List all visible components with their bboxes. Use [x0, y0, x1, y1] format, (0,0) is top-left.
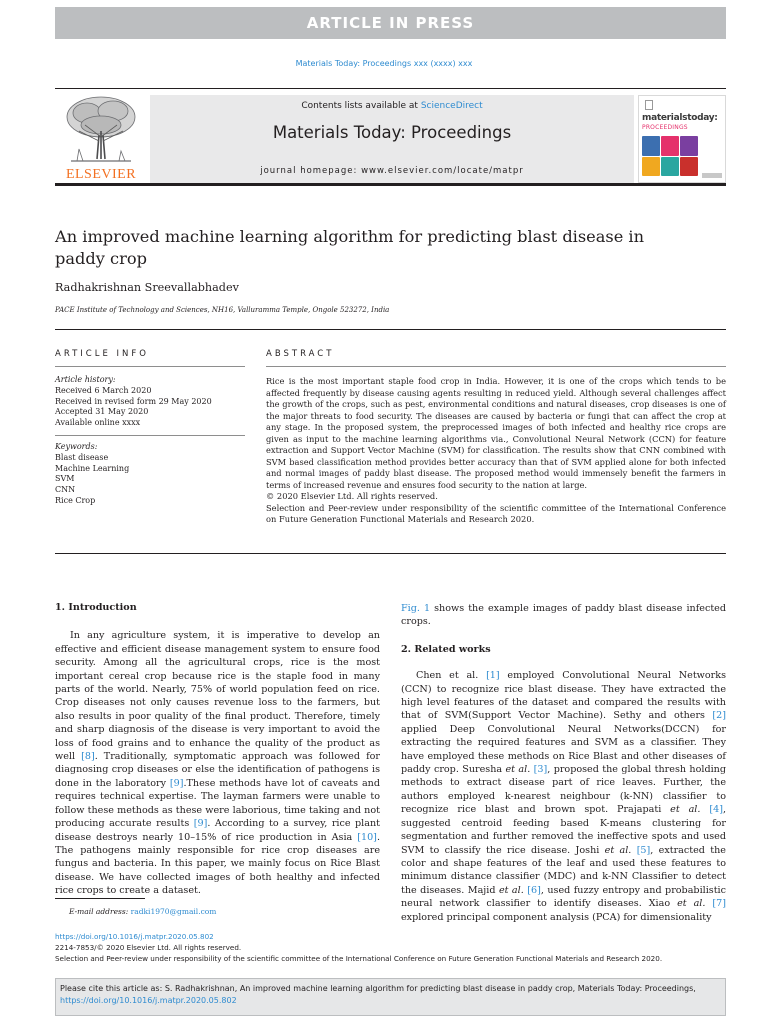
reference-link-8[interactable]: [8]: [81, 751, 95, 763]
abstract-review-note: Selection and Peer-review under responsibility of the scientific committee of the International Conference on Future Generation Functional Materials and Research 2020.: [266, 502, 726, 524]
elsevier-logo[interactable]: [55, 91, 147, 183]
abstract-heading: ABSTRACT: [266, 349, 335, 359]
reference-link-1[interactable]: [1]: [486, 670, 500, 682]
intro-text: . The pathogens mainly responsible for rice crop diseases are fungus and bacteria. In this paper, we mainly focus on Rice Blast disease. We have collected images of both healthy and infected rice crops to create a dataset.: [55, 831, 380, 897]
article-author[interactable]: Radhakrishnan Sreevallabhadev: [55, 281, 239, 294]
elsevier-wordmark: ELSEVIER: [65, 167, 137, 182]
cover-tile: [680, 136, 698, 156]
related-text: employed Convolutional Neural Networks (CCN) to recognize rice blast disease. They have extracted the high level features of the dataset and compared the results with that of SVM(Support Vector Machine). Sethy and others: [401, 670, 726, 722]
cover-title: materialstoday:: [642, 113, 718, 123]
cover-tile: [661, 157, 679, 177]
cite-text: Please cite this article as: S. Radhakrishnan, An improved machine learning algorithm for predicting blast disease in paddy crop, Materials Today: Proceedings,: [60, 984, 696, 993]
related-text: , proposed the global thresh holding methods to extract disease part of rice leaves. Further, the authors employed k-nearest neighbour (k-NN) classifier to recognize rice blast and brown spot. Prajapati: [401, 764, 726, 816]
cover-publisher-mark: [702, 173, 722, 178]
related-text: applied Deep Convolutional Neural Networks(DCCN) for extracting the required features and SVM as a classifier. They have employed these methods on Rice Blast and other diseases of paddy crop. Suresha: [401, 723, 726, 776]
abstract-rule: [266, 366, 726, 367]
keywords-label: Keywords:: [55, 441, 98, 451]
journal-cover-thumbnail[interactable]: [638, 95, 726, 183]
article-title: An improved machine learning algorithm for predicting blast disease in paddy crop: [55, 227, 645, 268]
abstract-copyright: © 2020 Elsevier Ltd. All rights reserved.: [266, 491, 438, 501]
related-text: Chen et al.: [416, 670, 487, 682]
keywords-rule: [55, 435, 245, 436]
cover-image-grid: [642, 136, 698, 176]
author-email-link[interactable]: radki1970@gmail.com: [130, 907, 217, 916]
contents-line: [150, 101, 634, 111]
article-info-heading: ARTICLE INFO: [55, 349, 149, 359]
intro-text: . According to a survey, rice plant disease destroys nearly 10–15% of rice production in Asia: [55, 818, 380, 843]
cite-this-article-box: [55, 978, 726, 1016]
intro-text: . Traditionally, symptomatic approach was followed for diagnosing crop diseases or else the identification of pathogens is done in the laboratory: [55, 751, 380, 789]
et-al: et al.: [677, 898, 706, 910]
intro-text: .These methods have lot of caveats and requires technical expertise. The layman farmers were unable to follow these methods as these were laborious, time taking and not producing accurate results: [55, 777, 380, 830]
introduction-heading: 1. Introduction: [55, 602, 137, 613]
journal-masthead: [150, 95, 634, 183]
footer-review-note: Selection and Peer-review under responsibility of the scientific committee of the International Conference on Future Generation Functional Materials and Research 2020.: [55, 954, 663, 963]
figure-text: shows the example images of paddy blast disease infected crops.: [401, 603, 726, 628]
related-works-paragraph: [401, 669, 726, 924]
history-label: Article history:: [55, 375, 116, 384]
keyword-item[interactable]: CNN: [55, 485, 76, 495]
reference-link-7[interactable]: [7]: [712, 898, 726, 910]
issn-copyright: 2214-7853/© 2020 Elsevier Ltd. All rights reserved.: [55, 943, 242, 952]
contents-prefix: Contents lists available at: [301, 101, 421, 111]
cover-tile: [680, 157, 698, 177]
figure-paragraph: [401, 602, 726, 629]
doi-link[interactable]: https://doi.org/10.1016/j.matpr.2020.05.802: [55, 932, 214, 941]
body-divider: [55, 553, 726, 554]
cite-doi-link[interactable]: https://doi.org/10.1016/j.matpr.2020.05.802: [60, 996, 237, 1005]
cover-tile: [642, 136, 660, 156]
cover-mark-icon: [645, 100, 653, 110]
history-online: Available online xxxx: [55, 418, 141, 428]
figure-link-1[interactable]: Fig. 1: [401, 603, 431, 614]
history-revised: Received in revised form 29 May 2020: [55, 396, 212, 406]
reference-link-9[interactable]: [9]: [193, 818, 208, 830]
et-al: et al.: [604, 844, 632, 856]
history-accepted: Accepted 31 May 2020: [55, 407, 149, 417]
related-text: , suggested centroid feeding based K-means clustering for segmentation and further removed the ineffective spots and used SVM to classify the rice disease. Joshi: [401, 804, 726, 856]
journal-header: [55, 88, 726, 186]
related-works-heading: 2. Related works: [401, 643, 491, 655]
reference-link-6[interactable]: [6]: [527, 884, 541, 896]
article-in-press-banner: ARTICLE IN PRESS: [55, 7, 726, 39]
cover-tile: [642, 157, 660, 177]
cover-tile: [661, 136, 679, 156]
related-text: , extracted the color and shape features of the leaf and used these features to minimum distance classifier (MDC) and k-NN Classifier to detect the diseases. Majid: [401, 844, 726, 896]
introduction-paragraph: [55, 629, 380, 897]
et-al: et al.: [670, 804, 701, 816]
abstract-body: [266, 376, 726, 526]
abstract-text: Rice is the most important staple food crop in India. However, it is one of the crops which tends to be affected frequently by disease causing agents resulting in reduced yield. Although several challenges affect the growth of the crops, such as pest, environmental conditions and natural diseases, crop diseases is one of the major threats to food security. The diseases are caused by bacteria or fungi that can affect the crop at any stage. In the proposed system, the preprocessed images of both infected and healthy rice crops are given as input to the machine learning algorithms via., Convolutional Neural Network (CCN) for feature extraction and Support Vector Machine (SVM) for classification. The results show that CNN combined with SVM based classification method provides better accuracy than that of SVM applied alone for both infected and normal images of paddy blast disease. The proposed method would immensely benefit the farmers in terms of increased revenue and ensures food security to the nation at large.: [266, 376, 726, 490]
author-email-footnote: [69, 907, 216, 916]
cover-subtitle: PROCEEDINGS: [642, 124, 688, 131]
journal-name: Materials Today: Proceedings: [272, 123, 512, 142]
keyword-item[interactable]: SVM: [55, 474, 75, 484]
journal-homepage[interactable]: journal homepage: www.elsevier.com/locate/matpr: [260, 166, 524, 176]
journal-citation-link[interactable]: Materials Today: Proceedings xxx (xxxx) xxx: [295, 59, 473, 68]
reference-link-10[interactable]: [10]: [357, 831, 377, 843]
history-received: Received 6 March 2020: [55, 385, 152, 395]
reference-link-5[interactable]: [5]: [636, 844, 651, 856]
et-al: et al.: [498, 884, 524, 896]
reference-link-3[interactable]: [3]: [533, 764, 548, 776]
elsevier-tree-icon: [55, 91, 147, 167]
header-divider: [55, 329, 726, 330]
related-text: , used fuzzy entropy and probabilistic neural network classifier to identify diseases. Xiao: [401, 884, 726, 910]
footnote-rule: [55, 898, 145, 899]
keyword-item[interactable]: Rice Crop: [55, 495, 96, 505]
left-column: [55, 601, 380, 898]
email-label: E-mail address:: [69, 907, 129, 916]
article-info-panel: [55, 375, 245, 507]
sciencedirect-link[interactable]: ScienceDirect: [420, 101, 483, 111]
et-al: et al.: [505, 764, 531, 776]
right-column: [401, 602, 726, 924]
related-text: explored principal component analysis (PCA) for dimensionality: [401, 911, 712, 923]
reference-link-2[interactable]: [2]: [712, 710, 726, 722]
reference-link-4[interactable]: [4]: [709, 804, 723, 816]
intro-text: In any agriculture system, it is imperative to develop an effective and efficient disease management system to ensure food security. Among all the agricultural crops, rice is the most important cereal crop because rice is the staple food in many parts of the world. Nearly, 75% of world population feed on rice. Crop diseases not only causes revenue loss to the farmers, but also results in poor quality of the final product. Therefore, timely and sharp diagnosis of the disease is very important to avoid the loss of food grains and to enhance the quality of the product as well: [55, 630, 380, 763]
keyword-item[interactable]: Machine Learning: [55, 463, 130, 473]
author-affiliation: PACE Institute of Technology and Sciences, NH16, Valluramma Temple, Ongole 523272, India: [55, 306, 390, 314]
reference-link-9[interactable]: [9]: [169, 777, 184, 789]
article-info-rule: [55, 366, 245, 367]
keyword-item[interactable]: Blast disease: [55, 452, 109, 462]
